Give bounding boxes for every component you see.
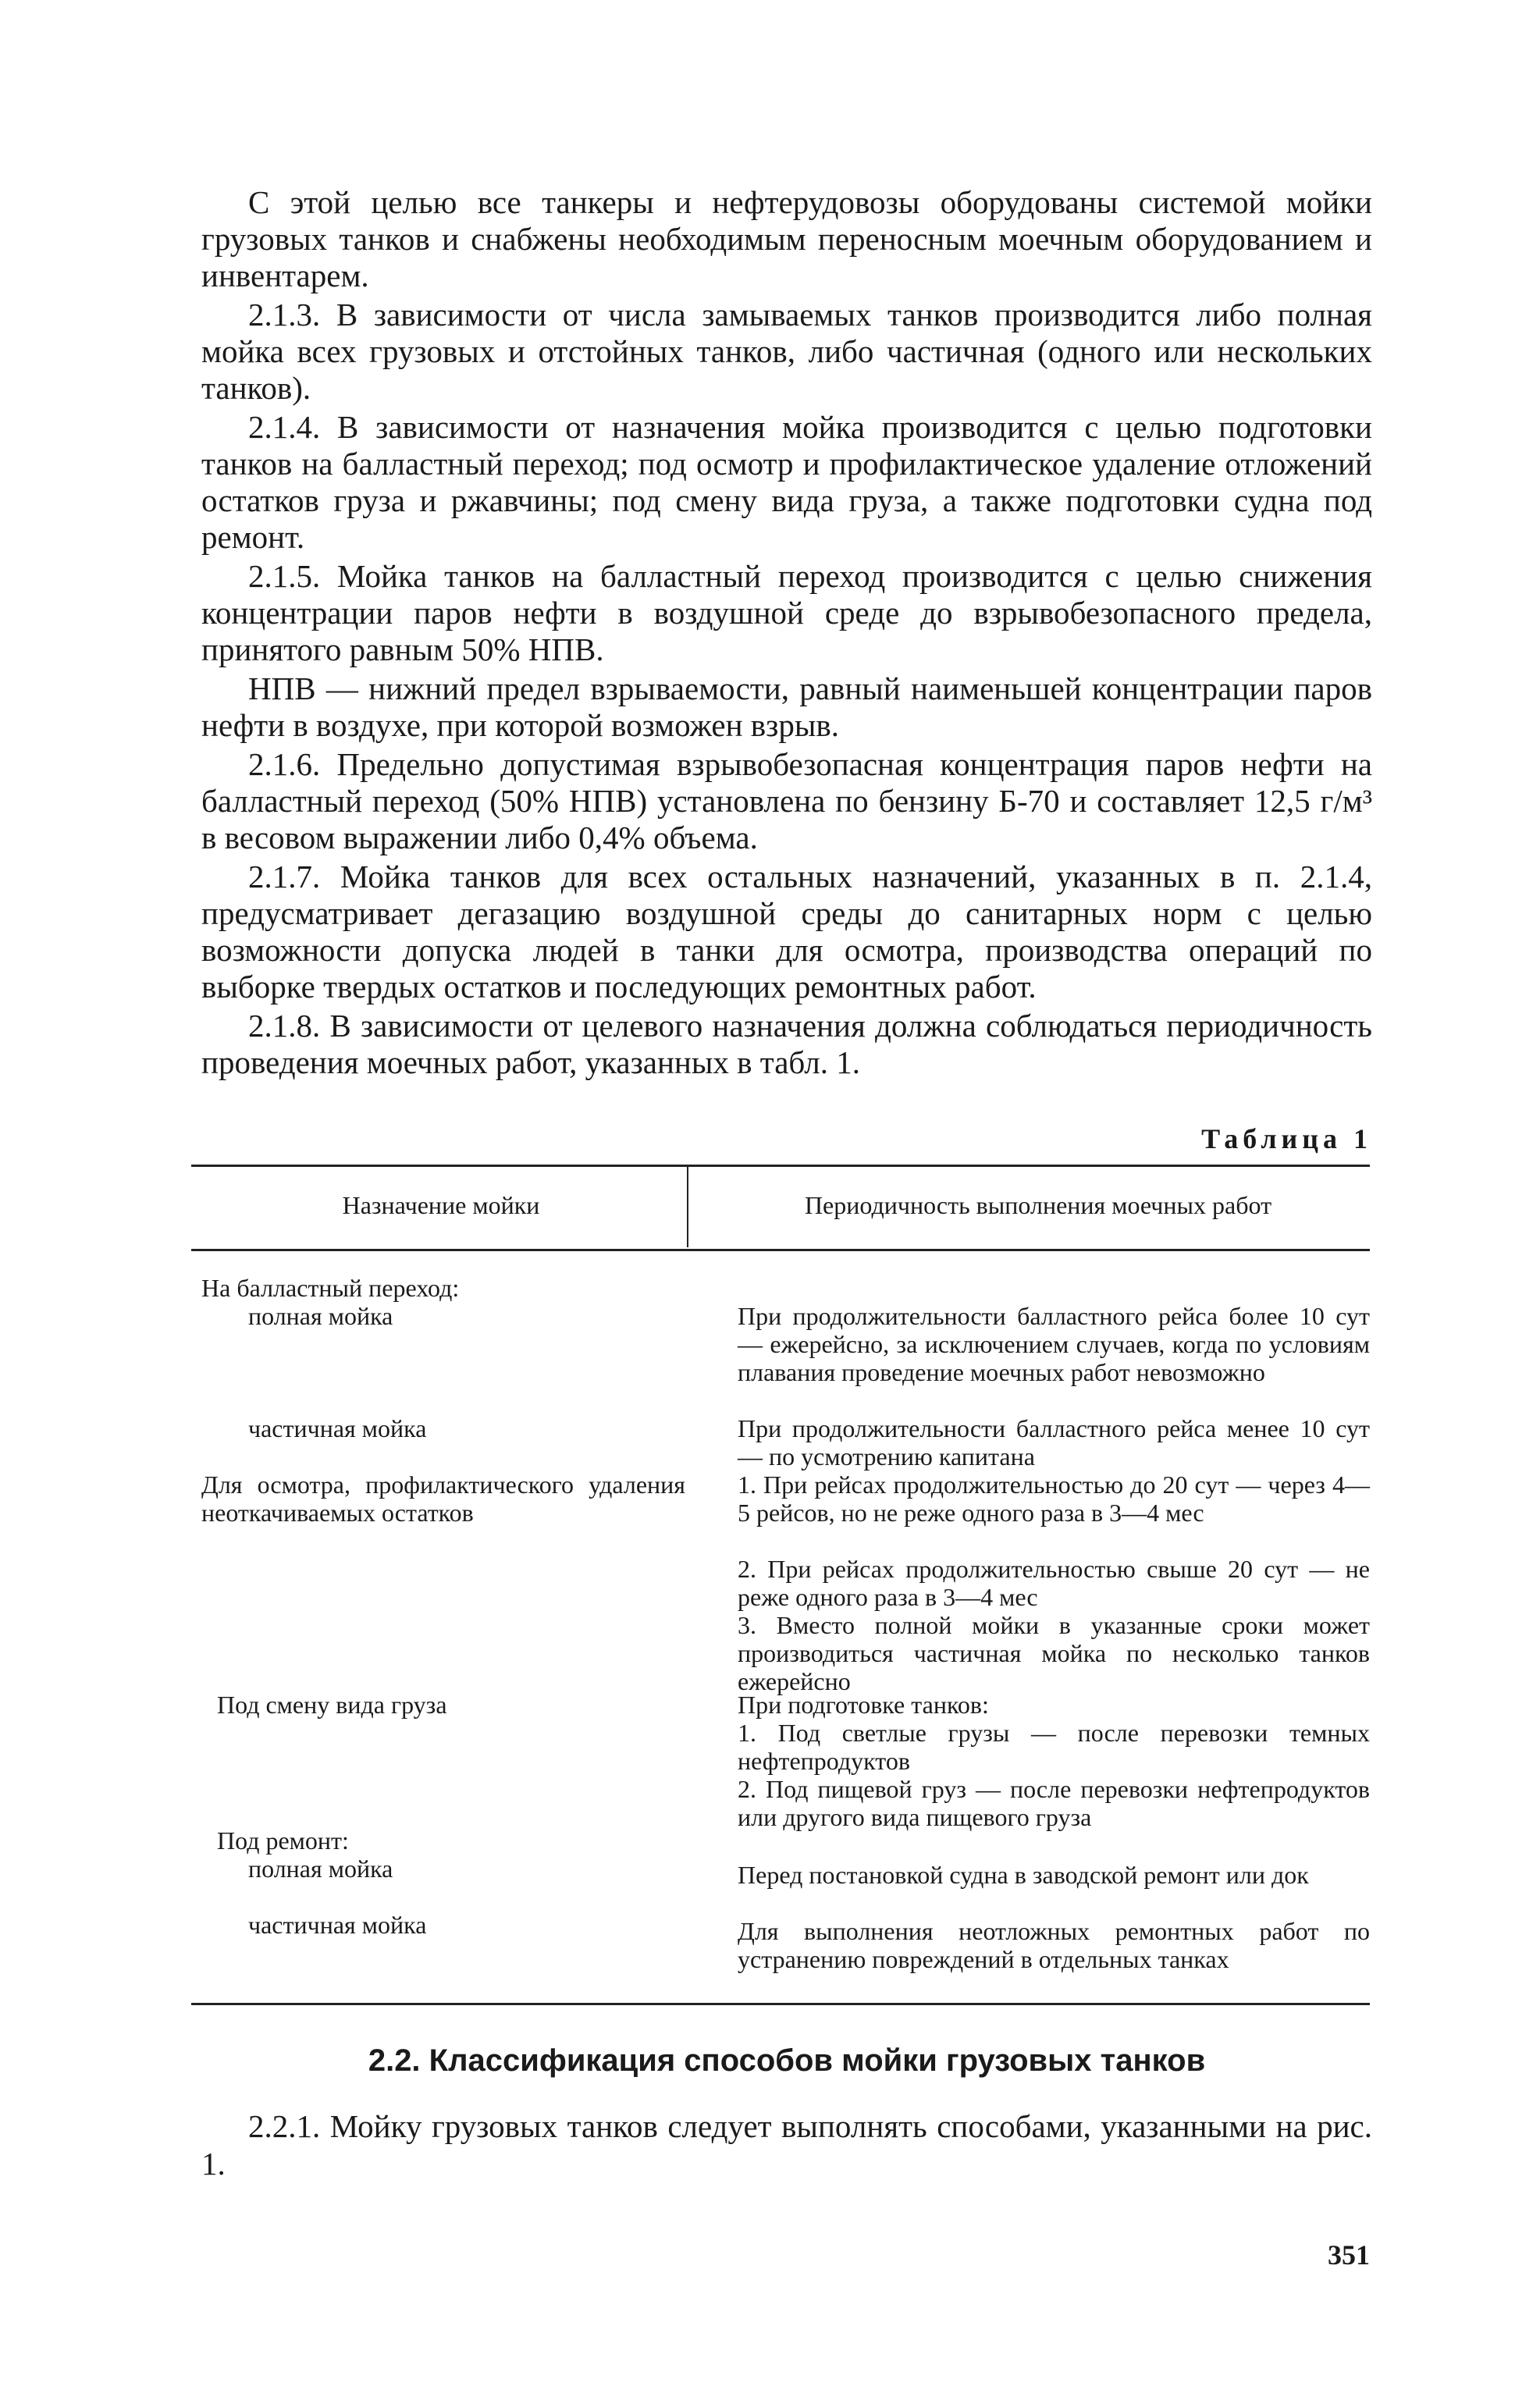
table-cell-cargo-head: При подготовке танков:: [738, 1691, 989, 1719]
paragraph: С этой целью все танкеры и нефтерудовозы оборудованы системой мойки грузовых танков и снабжены необходимым переносным моечным оборудованием и инвентарем.: [201, 184, 1372, 293]
body-text: [201, 184, 1372, 1083]
table-cell-inspection-3: 3. Вместо полной мойки в указанные сроки может производиться частичная мойка по несколько танков ежерейсно: [738, 1611, 1370, 1695]
table-header-periodicity: Периодичность выполнения моечных работ: [804, 1191, 1272, 1219]
table-cell-ballast-full-period: При продолжительности балластного рейса более 10 сут — ежерейсно, за исключением случаев, когда по условиям плавания проведение моечных работ невозможно: [738, 1302, 1370, 1386]
paragraph: 2.1.3. В зависимости от числа замываемых танков производится либо полная мойка всех грузовых и отстойных танков, либо частичная (одного или нескольких танков).: [201, 297, 1372, 406]
table-cell-ballast-partial: частичная мойка: [248, 1414, 427, 1442]
paragraph: 2.1.5. Мойка танков на балластный переход производится с целью снижения концентрации паров нефти в воздушной среде до взрывобезопасного предела, принятого равным 50% НПВ.: [201, 558, 1372, 667]
page-number: 351: [1328, 2239, 1370, 2271]
table-cell-repair-partial-period: Для выполнения неотложных ремонтных работ по устранению повреждений в отдельных танках: [738, 1917, 1370, 1973]
table-cell-repair-head: Под ремонт:: [217, 1826, 349, 1855]
table-header-rule: [191, 1249, 1370, 1251]
table-bottom-rule: [191, 2003, 1370, 2005]
table-header-purpose: Назначение мойки: [342, 1191, 540, 1219]
table-cell-ballast-head: На балластный переход:: [201, 1274, 460, 1302]
table-cell-ballast-full: полная мойка: [248, 1302, 393, 1330]
paragraph: НПВ — нижний предел взрываемости, равный наименьшей концентрации паров нефти в воздухе, при которой возможен взрыв.: [201, 670, 1372, 743]
table-header-divider: [687, 1166, 688, 1247]
table-caption: Таблица 1: [1201, 1123, 1372, 1154]
paragraph: 2.1.7. Мойка танков для всех остальных назначений, указанных в п. 2.1.4, предусматривает дегазацию воздушной среды до санитарных норм с целью возможности допуска людей в танки для осмотра, производства операций по выборке твердых остатков и последующих ремонтных работ.: [201, 859, 1372, 1005]
table-cell-cargo-1: 1. Под светлые грузы — после перевозки темных нефтепродуктов: [738, 1719, 1370, 1775]
table-cell-repair-partial: частичная мойка: [248, 1911, 427, 1939]
section-heading: 2.2. Классификация способов мойки грузовых танков: [368, 2043, 1206, 2078]
table-cell-inspection-1: 1. При рейсах продолжительностью до 20 сут — через 4—5 рейсов, но не реже одного раза в 3—4 мес: [738, 1471, 1370, 1527]
table-cell-repair-full-period: Перед постановкой судна в заводской ремонт или док: [738, 1861, 1309, 1889]
table-top-rule: [191, 1165, 1370, 1167]
paragraph: 2.1.4. В зависимости от назначения мойка производится с целью подготовки танков на балластный переход; под осмотр и профилактическое удаление отложений остатков груза и ржавчины; под смену вида груза, а также подготовки судна под ремонт.: [201, 409, 1372, 555]
table-cell-repair-full: полная мойка: [248, 1855, 393, 1883]
paragraph: 2.1.8. В зависимости от целевого назначения должна соблюдаться периодичность проведения моечных работ, указанных в табл. 1.: [201, 1008, 1372, 1080]
table-cell-ballast-partial-period: При продолжительности балластного рейса менее 10 сут — по усмотрению капитана: [738, 1414, 1370, 1471]
table-cell-cargo-change: Под смену вида груза: [217, 1691, 447, 1719]
section-paragraph: 2.2.1. Мойку грузовых танков следует выполнять способами, указанными на рис. 1.: [201, 2108, 1372, 2182]
table-cell-inspection-2: 2. При рейсах продолжительностью свыше 20 сут — не реже одного раза в 3—4 мес: [738, 1555, 1370, 1611]
paragraph: 2.1.6. Предельно допустимая взрывобезопасная концентрация паров нефти на балластный переход (50% НПВ) установлена по бензину Б-70 и составляет 12,5 г/м³ в весовом выражении либо 0,4% объема.: [201, 746, 1372, 855]
table-cell-cargo-2: 2. Под пищевой груз — после перевозки нефтепродуктов или другого вида пищевого груза: [738, 1775, 1370, 1831]
table-cell-inspection: Для осмотра, профилактического удаления неоткачиваемых остатков: [201, 1471, 685, 1527]
